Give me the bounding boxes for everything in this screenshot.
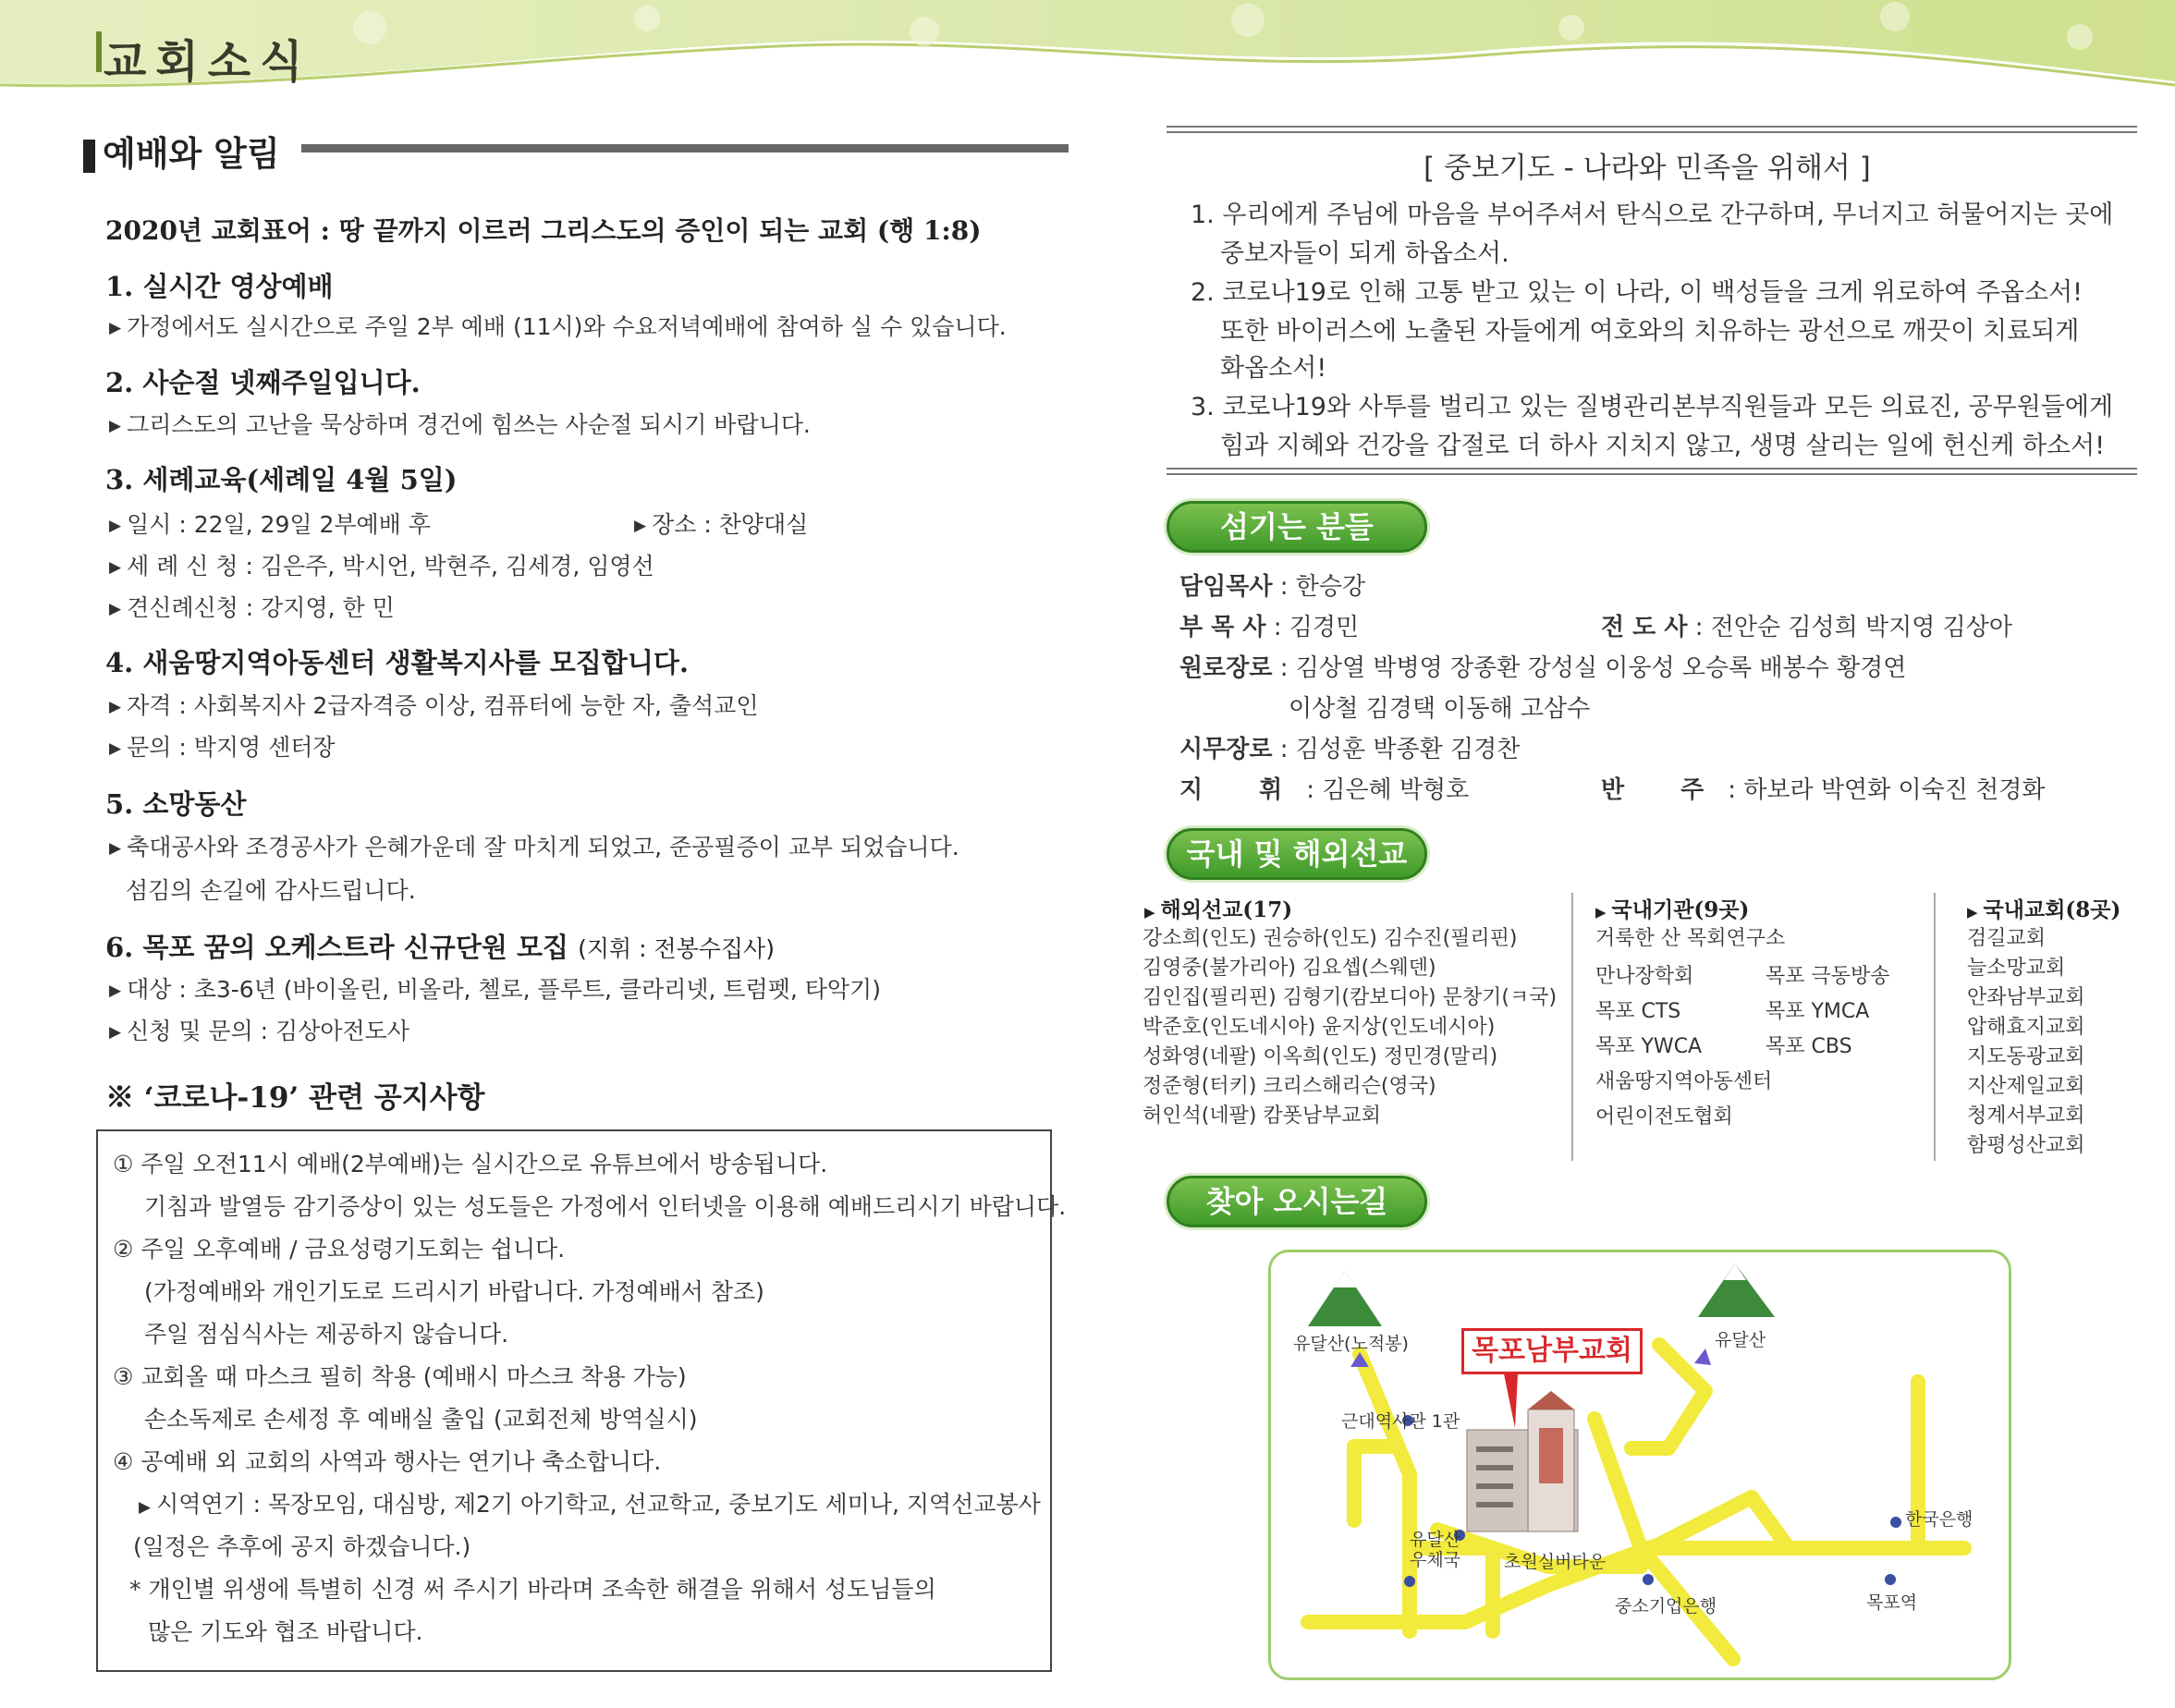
role-active-elder: 시무장로 : 김성훈 박종환 김경찬 <box>1179 736 1521 763</box>
role-accompanist: 반 주: 하보라 박연화 이숙진 천경화 <box>1601 776 2046 804</box>
notice-line: 기침과 발열등 감기증상이 있는 성도들은 가정에서 인터넷을 이용해 예배드리시기 바랍니다. <box>144 1193 1067 1220</box>
list-item: 목포 YMCA <box>1766 1000 1870 1023</box>
list-item: 새움땅지역아동센터 <box>1595 1070 1773 1093</box>
list-item: 검길교회 <box>1967 927 2047 950</box>
mountain-icon <box>1698 1263 1775 1317</box>
prayer-line: 화옵소서! <box>1220 354 1327 383</box>
role-label: 담임목사 <box>1179 573 1273 601</box>
overseas-heading: ▶ 해외선교(17) <box>1144 897 1293 922</box>
list-item: 강소희(인도) 권승하(인도) 김수진(필리핀) <box>1142 927 1518 950</box>
item-3-line-4: ▶ 견신례신청 : 강지영, 한 민 <box>109 594 395 621</box>
role-names: 김경민 <box>1289 614 1360 641</box>
notice-line: ① 주일 오전11시 예배(2부예배)는 실시간으로 유튜브에서 방송됩니다. <box>113 1151 828 1177</box>
overseas-heading-text: 해외선교(17) <box>1160 897 1293 922</box>
column-divider <box>1934 893 1936 1161</box>
item-3-line-1: ▶ 일시 : 22일, 29일 2부예배 후 <box>109 511 431 538</box>
item-text: 신청 및 문의 : 김상아전도사 <box>127 1018 409 1044</box>
notice-line: ③ 교회올 때 마스크 필히 착용 (예배시 마스크 착용 가능) <box>113 1363 687 1390</box>
item-4-line-2: ▶ 문의 : 박지영 센터장 <box>109 734 336 761</box>
role-elder-cont: 이상철 김경택 이동해 고삼수 <box>1289 695 1591 723</box>
list-item: 성화영(네팔) 이옥희(인도) 정민경(말리) <box>1142 1045 1498 1068</box>
list-item: 김인집(필리핀) 김형기(캄보디아) 문창기(ㅋ국) <box>1142 986 1558 1009</box>
role-label: 반 주 <box>1601 776 1729 804</box>
notice-line: (일정은 추후에 공지 하겠습니다.) <box>133 1533 471 1560</box>
item-5-line-1: ▶ 축대공사와 조경공사가 은혜가운데 잘 마치게 되었고, 준공필증이 교부 되었습니다. <box>109 834 959 860</box>
prayer-line: 3. 코로나19와 사투를 벌리고 있는 질병관리본부직원들과 모든 의료진, 공무원들에게 <box>1191 393 2114 421</box>
map-label-mountain-right: 유달산 <box>1715 1330 1766 1350</box>
role-conductor: 지 휘: 김은혜 박형호 <box>1179 776 1470 804</box>
item-heading-2: 2. 사순절 넷째주일입니다. <box>105 367 421 398</box>
map-label-ibk: 중소기업은행 <box>1615 1596 1717 1616</box>
mountain-icon <box>1308 1271 1382 1326</box>
role-label: 시무장로 <box>1179 736 1273 763</box>
item-6-line-2: ▶ 신청 및 문의 : 김상아전도사 <box>109 1018 409 1044</box>
item-heading-1: 1. 실시간 영상예배 <box>105 271 334 302</box>
role-elder: 원로장로 : 김상열 박병영 장종환 강성실 이웅성 오승록 배봉수 황경연 <box>1179 654 1907 682</box>
directions-map <box>1268 1250 2011 1680</box>
notice-line: ▶ 시역연기 : 목장모임, 대심방, 제2기 아기학교, 선교학교, 중보기도 세미나, 지역선교봉사 <box>139 1491 1041 1518</box>
item-text: 문의 : 박지영 센터장 <box>127 734 336 761</box>
list-item: 함평성산교회 <box>1967 1134 2085 1157</box>
list-item: 늘소망교회 <box>1967 957 2066 980</box>
servers-pill-title: 섬기는 분들 <box>1167 501 1427 553</box>
item-heading-4: 4. 새움땅지역아동센터 생활복지사를 모집합니다. <box>105 647 689 678</box>
item-text: 가정에서도 실시간으로 주일 2부 예배 (11시)와 수요저녁예배에 참여하 실 수 있습니다. <box>127 313 1007 340</box>
item-text: 자격 : 사회복지사 2급자격증 이상, 컴퓨터에 능한 자, 출석교인 <box>127 692 759 719</box>
place-dot-icon <box>1404 1576 1415 1587</box>
notice-line: ② 주일 오후예배 / 금요성령기도회는 쉽니다. <box>113 1236 566 1263</box>
section-title-text: 예배와 알림 <box>103 134 280 174</box>
role-names: 전안순 김성희 박지영 김상아 <box>1710 614 2012 641</box>
section-rule <box>301 144 1069 152</box>
list-item: 목포 CBS <box>1766 1035 1852 1058</box>
map-label-mountain-left: 유달산(노적봉) <box>1293 1334 1409 1354</box>
list-item: 정준형(터키) 크리스해리슨(영국) <box>1142 1075 1436 1098</box>
item-text: 장소 : 찬양대실 <box>652 511 809 538</box>
role-names: 김상열 박병영 장종환 강성실 이웅성 오승록 배봉수 황경연 <box>1295 654 1907 682</box>
church-map-label: 목포남부교회 <box>1461 1328 1643 1374</box>
item-2-line-1: ▶ 그리스도의 고난을 묵상하며 경건에 힘쓰는 사순절 되시기 바랍니다. <box>109 411 811 438</box>
item-text: 축대공사와 조경공사가 은혜가운데 잘 마치게 되었고, 준공필증이 교부 되었습니다. <box>127 834 959 860</box>
square-bullet-icon <box>83 140 95 173</box>
page-title: 교회소식 <box>104 36 312 88</box>
list-item: 지도동광교회 <box>1967 1045 2085 1068</box>
role-names: 한승강 <box>1295 573 1366 601</box>
domestic-org-tail <box>1595 1065 1772 1135</box>
church-building-icon <box>1467 1391 1578 1531</box>
role-label: 지 휘 <box>1179 776 1307 804</box>
list-item: 청계서부교회 <box>1967 1104 2085 1128</box>
notice-line: 많은 기도와 협조 바랍니다. <box>148 1618 423 1645</box>
notice-line: (가정예배와 개인기도로 드리시기 바랍니다. 가정예배서 참조) <box>144 1278 764 1305</box>
list-item: 목포 CTS <box>1595 1000 1681 1023</box>
prayer-line: 1. 우리에게 주님에 마음을 부어주셔서 탄식으로 간구하며, 무너지고 허물어지는 곳에 <box>1191 201 2114 229</box>
notice-text: 시역연기 : 목장모임, 대심방, 제2기 아기학교, 선교학교, 중보기도 세미나, 지역선교봉사 <box>156 1491 1041 1518</box>
role-label: 원로장로 <box>1179 654 1273 682</box>
domestic-org-heading: ▶ 국내기관(9곳) <box>1595 897 1750 922</box>
prayer-line: 또한 바이러스에 노출된 자들에게 여호와의 치유하는 광선으로 깨끗이 치료되게 <box>1220 317 2080 346</box>
prayer-line: 2. 코로나19로 인해 고통 받고 있는 이 나라, 이 백성들을 크게 위로하여 주옵소서! <box>1191 278 2083 307</box>
prayer-top-rule <box>1167 126 2137 133</box>
notice-line: 주일 점심식사는 제공하지 않습니다. <box>144 1321 509 1348</box>
item-text: 일시 : 22일, 29일 2부예배 후 <box>127 511 431 538</box>
item-heading-note: (지휘 : 전봉수집사) <box>578 935 775 962</box>
list-item: 목포 YWCA <box>1595 1035 1703 1058</box>
role-label: 전 도 사 <box>1601 614 1688 641</box>
role-assoc: 부 목 사 : 김경민 <box>1179 614 1360 641</box>
corona-notice-title: ※ ‘코로나-19’ 관련 공지사항 <box>105 1081 485 1115</box>
map-label-bank-of-korea: 한국은행 <box>1905 1509 1973 1530</box>
header-banner <box>0 0 2175 102</box>
mission-pill-title: 국내 및 해외선교 <box>1167 828 1427 880</box>
prayer-bottom-rule <box>1167 468 2137 475</box>
role-pastor: 담임목사 : 한승강 <box>1179 573 1366 601</box>
title-accent-bar <box>96 31 102 72</box>
item-text: 그리스도의 고난을 묵상하며 경건에 힘쓰는 사순절 되시기 바랍니다. <box>127 411 811 438</box>
notice-line: * 개인별 위생에 특별히 신경 써 주시기 바라며 조속한 해결을 위해서 성도님들의 <box>129 1576 936 1603</box>
notice-line: 손소독제로 손세정 후 예배실 출입 (교회전체 방역실시) <box>144 1406 698 1433</box>
map-label-station: 목포역 <box>1866 1592 1918 1613</box>
role-label: 부 목 사 <box>1179 614 1266 641</box>
item-text: 대상 : 초3-6년 (바이올린, 비올라, 첼로, 플루트, 클라리넷, 트럼펫, 타악기) <box>127 976 881 1003</box>
list-item: 만나장학회 <box>1595 965 1694 988</box>
role-names: 김은혜 박형호 <box>1322 776 1470 804</box>
map-label-museum: 근대역사관 1관 <box>1341 1411 1460 1432</box>
section-title-worship <box>83 126 280 176</box>
domestic-church-heading-text: 국내교회(8곳) <box>1983 897 2121 922</box>
notice-line: ④ 공예배 외 교회의 사역과 행사는 연기나 축소합니다. <box>113 1448 662 1475</box>
item-heading-text: 6. 목포 꿈의 오케스트라 신규단원 모집 <box>105 932 568 963</box>
role-evangelist: 전 도 사 : 전안순 김성희 박지영 김상아 <box>1601 614 2012 641</box>
map-label-post-office: 유달산 우체국 <box>1410 1530 1461 1570</box>
prayer-line: 힘과 지혜와 건강을 갑절로 더 하사 지치지 않고, 생명 살리는 일에 헌신케 하소서! <box>1220 432 2106 460</box>
role-names: 하보라 박연화 이숙진 천경화 <box>1743 776 2046 804</box>
list-item: 어린이전도협회 <box>1595 1105 1733 1128</box>
item-1-line-1: ▶ 가정에서도 실시간으로 주일 2부 예배 (11시)와 수요저녁예배에 참여하 실 수 있습니다. <box>109 313 1007 340</box>
domestic-church-heading: ▶ 국내교회(8곳) <box>1967 897 2121 922</box>
place-dot-icon <box>1885 1574 1896 1585</box>
church-motto: 2020년 교회표어 : 땅 끝까지 이르러 그리스도의 증인이 되는 교회 (행 1:8) <box>105 215 982 246</box>
item-text: 견신례신청 : 강지영, 한 민 <box>127 594 395 621</box>
role-names: 김성훈 박종환 김경찬 <box>1295 736 1521 763</box>
item-heading-6 <box>105 927 775 965</box>
domestic-org-col2 <box>1766 959 1890 1065</box>
place-dot-icon <box>1643 1574 1654 1585</box>
directions-pill-title: 찾아 오시는길 <box>1167 1176 1427 1227</box>
prayer-line: 중보자들이 되게 하옵소서. <box>1220 239 1509 268</box>
item-5-line-2: 섬김의 손길에 감사드립니다. <box>126 877 416 904</box>
list-item: 지산제일교회 <box>1967 1075 2085 1098</box>
item-3-line-3: ▶ 세 례 신 청 : 김은주, 박시언, 박현주, 김세경, 임영선 <box>109 553 654 580</box>
item-heading-5: 5. 소망동산 <box>105 788 247 820</box>
item-6-line-1: ▶ 대상 : 초3-6년 (바이올린, 비올라, 첼로, 플루트, 클라리넷, 트럼펫, 타악기) <box>109 976 881 1003</box>
list-item: 허인석(네팔) 캄폿남부교회 <box>1142 1104 1381 1128</box>
list-item: 목포 극동방송 <box>1766 965 1890 988</box>
item-4-line-1: ▶ 자격 : 사회복지사 2급자격증 이상, 컴퓨터에 능한 자, 출석교인 <box>109 692 759 719</box>
arrow-icon <box>1694 1348 1711 1365</box>
item-3-line-2: ▶ 장소 : 찬양대실 <box>634 511 809 538</box>
domestic-org-col1 <box>1595 959 1702 1065</box>
list-item: 압해효지교회 <box>1967 1016 2085 1039</box>
map-label-silver-town: 초원실버타운 <box>1504 1552 1607 1572</box>
list-item: 안좌남부교회 <box>1967 986 2085 1009</box>
column-divider <box>1571 893 1573 1161</box>
item-text: 세 례 신 청 : 김은주, 박시언, 박현주, 김세경, 임영선 <box>127 553 654 580</box>
domestic-church-list <box>1967 924 2085 1161</box>
domestic-org-wide: 거룩한 산 목회연구소 <box>1595 927 1786 950</box>
list-item: 김영중(불가리아) 김요셉(스웨덴) <box>1142 957 1436 980</box>
domestic-org-heading-text: 국내기관(9곳) <box>1611 897 1750 922</box>
prayer-title: [ 중보기도 - 나라와 민족을 위해서 ] <box>1424 152 1871 185</box>
overseas-list <box>1142 924 1557 1131</box>
place-dot-icon <box>1890 1517 1901 1528</box>
list-item: 박준호(인도네시아) 윤지상(인도네시아) <box>1142 1016 1496 1039</box>
item-heading-3: 3. 세례교육(세례일 4월 5일) <box>105 464 458 495</box>
